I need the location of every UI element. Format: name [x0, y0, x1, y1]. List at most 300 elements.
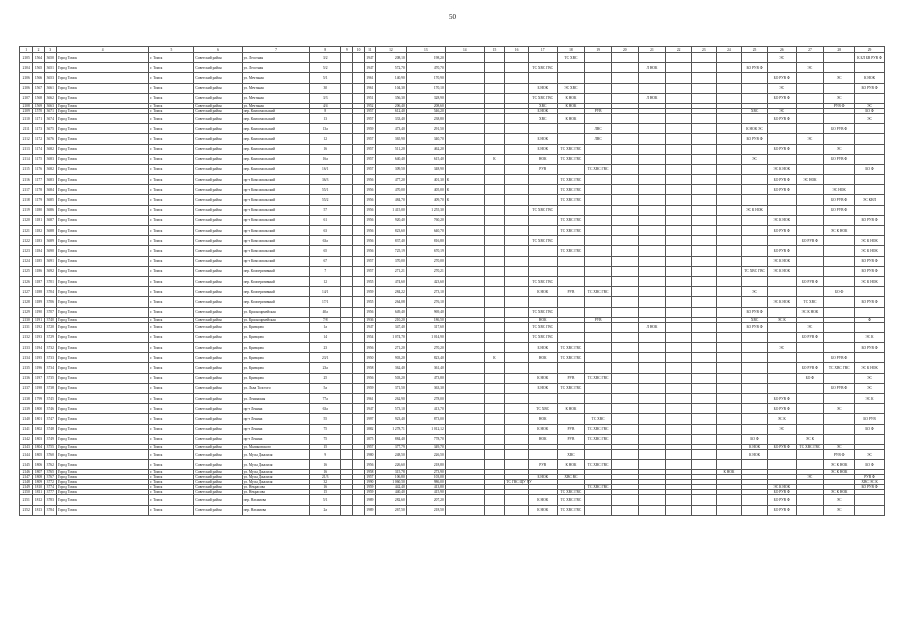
- table-cell: 63а: [310, 404, 341, 414]
- table-cell: [445, 73, 484, 83]
- table-cell: [691, 205, 716, 215]
- table-cell: [445, 144, 484, 154]
- table-cell: 55/2: [310, 195, 341, 205]
- table-cell: ТС ХВС ГВС: [557, 343, 585, 353]
- table-cell: 371,50: [376, 383, 407, 393]
- table-cell: пер. Кооперативный: [242, 287, 310, 297]
- table-cell: ЭС: [796, 134, 824, 144]
- table-cell: г. Томск: [149, 154, 194, 164]
- table-cell: 14/1: [310, 287, 341, 297]
- table-cell: [611, 460, 638, 470]
- table-cell: [716, 353, 742, 363]
- table-cell: 903,20: [376, 353, 407, 363]
- table-cell: [638, 124, 666, 134]
- table-cell: 473,40: [376, 124, 407, 134]
- table-cell: пр-т Комсомольский: [242, 205, 310, 215]
- table-row: [20, 195, 885, 205]
- table-cell: БО РУВ Ф: [855, 343, 885, 353]
- table-cell: [505, 113, 529, 123]
- table-cell: г. Томск: [149, 185, 194, 195]
- table-cell: 1565: [33, 63, 44, 73]
- table-cell: 1955: [364, 276, 375, 286]
- table-cell: Город Томск: [56, 480, 148, 485]
- table-cell: [585, 449, 612, 459]
- table-cell: [445, 236, 484, 246]
- table-cell: Город Томск: [56, 307, 148, 317]
- table-cell: [742, 505, 768, 515]
- table-cell: [742, 73, 768, 83]
- table-cell: [445, 383, 484, 393]
- table-cell: [341, 246, 353, 256]
- table-cell: 2118: [20, 195, 33, 205]
- column-header: 6: [194, 47, 242, 53]
- table-cell: Город Томск: [56, 103, 148, 108]
- table-cell: 106,80: [376, 475, 407, 480]
- table-cell: [557, 73, 585, 83]
- table-cell: Город Томск: [56, 394, 148, 404]
- table-cell: Советский район: [194, 287, 242, 297]
- table-cell: [638, 383, 666, 393]
- table-cell: [445, 414, 484, 424]
- table-cell: Город Томск: [56, 124, 148, 134]
- table-cell: [445, 215, 484, 225]
- table-cell: [796, 93, 824, 103]
- table-cell: [796, 53, 824, 63]
- table-cell: БО Ф: [855, 164, 885, 174]
- table-cell: [796, 226, 824, 236]
- table-cell: [716, 363, 742, 373]
- table-cell: 3704: [44, 287, 56, 297]
- table-cell: [855, 226, 885, 236]
- table-cell: 884,40: [376, 434, 407, 444]
- table-cell: [796, 287, 824, 297]
- table-cell: [855, 287, 885, 297]
- table-cell: ЭС: [796, 322, 824, 332]
- table-cell: 1198: [33, 383, 44, 393]
- table-cell: [638, 134, 666, 144]
- table-cell: [528, 394, 557, 404]
- table-cell: 63а: [310, 236, 341, 246]
- table-cell: К НОК: [855, 73, 885, 83]
- table-cell: [505, 226, 529, 236]
- table-cell: [611, 144, 638, 154]
- table-cell: ЭС К НОК: [767, 266, 796, 276]
- table-cell: пр-т Ленина: [242, 434, 310, 444]
- table-cell: [742, 424, 768, 434]
- table-cell: К: [484, 154, 505, 164]
- table-cell: [611, 154, 638, 164]
- table-cell: 2151: [20, 495, 33, 505]
- table-cell: [796, 404, 824, 414]
- table-cell: Б НОК: [528, 83, 557, 93]
- table-cell: [796, 154, 824, 164]
- table-cell: ул. Кривцова: [242, 373, 310, 383]
- table-cell: [796, 383, 824, 393]
- table-row: [20, 124, 885, 134]
- table-cell: [824, 236, 855, 246]
- table-row: [20, 266, 885, 276]
- table-cell: г. Томск: [149, 444, 194, 449]
- table-cell: БО РУВ Ф: [796, 363, 824, 373]
- table-cell: [341, 175, 353, 185]
- table-row: [20, 93, 885, 103]
- table-cell: [341, 154, 353, 164]
- table-cell: Советский район: [194, 215, 242, 225]
- table-cell: [742, 404, 768, 414]
- table-cell: ул. Кривцова: [242, 343, 310, 353]
- table-row: [20, 414, 885, 424]
- table-cell: [557, 414, 585, 424]
- table-cell: [716, 404, 742, 414]
- table-cell: 1808: [33, 475, 44, 480]
- table-cell: 317,60: [406, 322, 445, 332]
- table-cell: [666, 63, 692, 73]
- table-cell: [341, 195, 353, 205]
- table-cell: 1187: [33, 276, 44, 286]
- table-cell: [716, 383, 742, 393]
- table-cell: [484, 307, 505, 317]
- table-cell: пер. Комсомольский: [242, 144, 310, 154]
- table-cell: 2133: [20, 343, 33, 353]
- table-cell: 2125: [20, 266, 33, 276]
- table-cell: 1191: [33, 317, 44, 322]
- table-cell: [855, 404, 885, 414]
- table-cell: Советский район: [194, 185, 242, 195]
- table-cell: Советский район: [194, 175, 242, 185]
- table-cell: Город Томск: [56, 475, 148, 480]
- table-cell: [445, 93, 484, 103]
- table-cell: 271,20: [376, 343, 407, 353]
- table-cell: 1956: [364, 307, 375, 317]
- table-cell: [585, 175, 612, 185]
- table-cell: Город Томск: [56, 93, 148, 103]
- table-cell: 3651: [44, 63, 56, 73]
- table-cell: 442,40: [376, 485, 407, 490]
- table-row: [20, 205, 885, 215]
- table-cell: К: [445, 175, 484, 185]
- table-cell: [824, 373, 855, 383]
- table-cell: К НОК: [528, 424, 557, 434]
- table-cell: 2120: [20, 215, 33, 225]
- table-cell: [585, 256, 612, 266]
- table-cell: 2142: [20, 434, 33, 444]
- table-cell: РУВ Ф: [824, 449, 855, 459]
- table-cell: [341, 383, 353, 393]
- table-cell: Советский район: [194, 444, 242, 449]
- table-cell: пр-т Ленина: [242, 424, 310, 434]
- table-cell: [824, 297, 855, 307]
- table-cell: [824, 256, 855, 266]
- table-cell: [666, 205, 692, 215]
- table-cell: [855, 154, 885, 164]
- table-cell: [585, 404, 612, 414]
- table-cell: [796, 164, 824, 174]
- table-cell: [767, 307, 796, 317]
- table-cell: [557, 332, 585, 342]
- table-cell: ЭС К: [767, 414, 796, 424]
- table-cell: [445, 226, 484, 236]
- table-cell: [505, 175, 529, 185]
- table-cell: [691, 434, 716, 444]
- table-cell: 3747: [44, 414, 56, 424]
- table-cell: [557, 134, 585, 144]
- table-cell: 347,40: [376, 322, 407, 332]
- table-cell: [638, 353, 666, 363]
- table-cell: 3745: [44, 394, 56, 404]
- column-header: 14: [445, 47, 484, 53]
- table-cell: [824, 394, 855, 404]
- table-cell: [585, 322, 612, 332]
- table-cell: [505, 205, 529, 215]
- table-cell: г. Томск: [149, 404, 194, 414]
- table-cell: 103,00: [406, 475, 445, 480]
- table-cell: [611, 83, 638, 93]
- table-cell: ЭС: [742, 287, 768, 297]
- table-cell: 3707: [44, 307, 56, 317]
- table-cell: г. Томск: [149, 424, 194, 434]
- table-cell: [341, 424, 353, 434]
- table-cell: 16а: [310, 154, 341, 164]
- table-cell: ТС ХВС ГВС: [824, 363, 855, 373]
- table-cell: 25: [310, 373, 341, 383]
- table-cell: [528, 124, 557, 134]
- table-cell: БО РУВ Ф: [824, 154, 855, 164]
- table-cell: 14: [310, 332, 341, 342]
- table-cell: [353, 322, 364, 332]
- table-cell: Советский район: [194, 343, 242, 353]
- table-cell: 262,90: [376, 394, 407, 404]
- table-cell: 1196: [33, 363, 44, 373]
- table-cell: [742, 53, 768, 63]
- table-cell: [585, 353, 612, 363]
- table-cell: г. Томск: [149, 383, 194, 393]
- table-cell: Город Томск: [56, 113, 148, 123]
- table-cell: 1957: [364, 144, 375, 154]
- table-cell: [691, 63, 716, 73]
- table-cell: 3676: [44, 134, 56, 144]
- table-cell: 1 014,90: [406, 332, 445, 342]
- table-cell: [666, 505, 692, 515]
- table-cell: [666, 424, 692, 434]
- table-cell: [505, 287, 529, 297]
- table-cell: 1957: [364, 444, 375, 449]
- table-cell: ЭС: [855, 113, 885, 123]
- table-cell: [353, 144, 364, 154]
- table-cell: 615,40: [406, 154, 445, 164]
- table-cell: 3740: [44, 317, 56, 322]
- table-cell: Город Томск: [56, 63, 148, 73]
- table-cell: 12: [310, 134, 341, 144]
- table-cell: 2149: [20, 485, 33, 490]
- table-cell: [666, 307, 692, 317]
- table-cell: 1195: [33, 353, 44, 363]
- table-cell: [796, 343, 824, 353]
- table-cell: [691, 83, 716, 93]
- table-cell: [638, 236, 666, 246]
- table-cell: [716, 297, 742, 307]
- table-cell: [484, 266, 505, 276]
- table-cell: [796, 246, 824, 256]
- table-cell: [505, 424, 529, 434]
- table-row: [20, 63, 885, 73]
- table-cell: РУВ Ф: [824, 103, 855, 108]
- table-cell: [742, 175, 768, 185]
- table-cell: БО РУВ Ф: [824, 195, 855, 205]
- table-row: [20, 505, 885, 515]
- table-cell: БО Ф: [855, 108, 885, 113]
- table-cell: [767, 195, 796, 205]
- table-cell: К НОК: [528, 505, 557, 515]
- table-row: [20, 343, 885, 353]
- table-cell: Город Томск: [56, 495, 148, 505]
- table-cell: [666, 256, 692, 266]
- table-cell: [505, 73, 529, 83]
- table-cell: ТС ХВС ГВС: [557, 353, 585, 363]
- table-cell: 3671: [44, 108, 56, 113]
- table-cell: Город Томск: [56, 373, 148, 383]
- table-cell: 2104: [20, 63, 33, 73]
- table-cell: 1947: [364, 63, 375, 73]
- table-cell: [666, 276, 692, 286]
- table-cell: [855, 93, 885, 103]
- table-cell: 12: [310, 276, 341, 286]
- table-cell: [505, 373, 529, 383]
- table-cell: Советский район: [194, 307, 242, 317]
- table-cell: [742, 215, 768, 225]
- table-cell: 1564: [33, 53, 44, 63]
- table-cell: [353, 215, 364, 225]
- table-cell: 546,20: [406, 108, 445, 113]
- table-cell: [824, 434, 855, 444]
- table-cell: 3772: [44, 480, 56, 485]
- table-cell: 248,50: [376, 449, 407, 459]
- table-cell: 3762: [44, 460, 56, 470]
- table-cell: [638, 414, 666, 424]
- table-cell: БО РУВ Ф: [796, 332, 824, 342]
- table-cell: ЭС КНЛ: [855, 195, 885, 205]
- table-cell: [484, 134, 505, 144]
- table-cell: 725,19: [376, 246, 407, 256]
- table-cell: 1184: [33, 246, 44, 256]
- table-cell: [691, 93, 716, 103]
- table-cell: [611, 215, 638, 225]
- column-header: 19: [585, 47, 612, 53]
- table-cell: 1997: [364, 414, 375, 424]
- table-cell: 1177: [33, 175, 44, 185]
- table-cell: [611, 134, 638, 144]
- table-cell: 1188: [33, 287, 44, 297]
- table-cell: [557, 63, 585, 73]
- table-cell: [716, 322, 742, 332]
- table-cell: ТС ХВС ГВС: [557, 154, 585, 164]
- table-cell: 1959: [364, 485, 375, 490]
- table-cell: [855, 505, 885, 515]
- table-cell: [611, 363, 638, 373]
- table-cell: [445, 53, 484, 63]
- table-cell: 440,40: [376, 490, 407, 495]
- table-cell: ЭС К НОК: [742, 205, 768, 215]
- table-cell: пр-т Комсомольский: [242, 256, 310, 266]
- table-cell: [691, 424, 716, 434]
- table-cell: [505, 307, 529, 317]
- table-cell: БО РУВ Ф: [855, 297, 885, 307]
- table-cell: Советский район: [194, 505, 242, 515]
- table-cell: 15: [310, 444, 341, 449]
- table-cell: 3767: [44, 475, 56, 480]
- table-cell: [638, 297, 666, 307]
- table-cell: г. Томск: [149, 460, 194, 470]
- table-cell: [353, 414, 364, 424]
- table-cell: [341, 434, 353, 444]
- table-cell: 3755: [44, 444, 56, 449]
- table-cell: [528, 266, 557, 276]
- table-cell: Советский район: [194, 363, 242, 373]
- table-cell: 484,70: [376, 195, 407, 205]
- table-cell: 3774: [44, 485, 56, 490]
- table-cell: [691, 134, 716, 144]
- table-cell: [638, 424, 666, 434]
- table-cell: Советский район: [194, 297, 242, 307]
- table-cell: [824, 53, 855, 63]
- table-cell: [716, 256, 742, 266]
- table-cell: [666, 343, 692, 353]
- table-cell: [505, 266, 529, 276]
- table-cell: [585, 343, 612, 353]
- table-cell: [666, 246, 692, 256]
- column-header: 29: [855, 47, 885, 53]
- table-cell: Советский район: [194, 480, 242, 485]
- table-row: [20, 236, 885, 246]
- table-cell: 186,50: [406, 317, 445, 322]
- table-cell: [767, 276, 796, 286]
- table-cell: Город Томск: [56, 134, 148, 144]
- table-cell: Б НОК: [528, 134, 557, 144]
- table-cell: [505, 53, 529, 63]
- table-cell: К НОК: [557, 103, 585, 108]
- table-cell: [638, 246, 666, 256]
- table-cell: Советский район: [194, 404, 242, 414]
- table-cell: 2113: [20, 144, 33, 154]
- table-cell: 1568: [33, 93, 44, 103]
- table-cell: [528, 226, 557, 236]
- table-cell: Город Томск: [56, 505, 148, 515]
- table-cell: [353, 93, 364, 103]
- table-cell: 1956: [364, 215, 375, 225]
- table-cell: БО РУВ Ф: [767, 175, 796, 185]
- table-cell: Советский район: [194, 373, 242, 383]
- table-cell: [796, 113, 824, 123]
- table-cell: Советский район: [194, 322, 242, 332]
- table-cell: ТС ХВС ГВС: [528, 205, 557, 215]
- table-cell: [716, 332, 742, 342]
- table-cell: ТС ХВС ГВС: [585, 485, 612, 490]
- table-cell: РУВ: [585, 317, 612, 322]
- table-cell: г. Томск: [149, 124, 194, 134]
- table-cell: ул. Мечтаная: [242, 83, 310, 93]
- table-cell: [691, 495, 716, 505]
- table-cell: ТС ХВС: [796, 297, 824, 307]
- table-cell: Советский район: [194, 460, 242, 470]
- table-cell: [341, 205, 353, 215]
- table-cell: 1961: [364, 73, 375, 83]
- table-cell: [505, 154, 529, 164]
- table-cell: [666, 332, 692, 342]
- table-cell: 1190: [33, 307, 44, 317]
- table-cell: 226,60: [376, 460, 407, 470]
- table-cell: [341, 236, 353, 246]
- table-cell: [585, 195, 612, 205]
- table-cell: [742, 93, 768, 103]
